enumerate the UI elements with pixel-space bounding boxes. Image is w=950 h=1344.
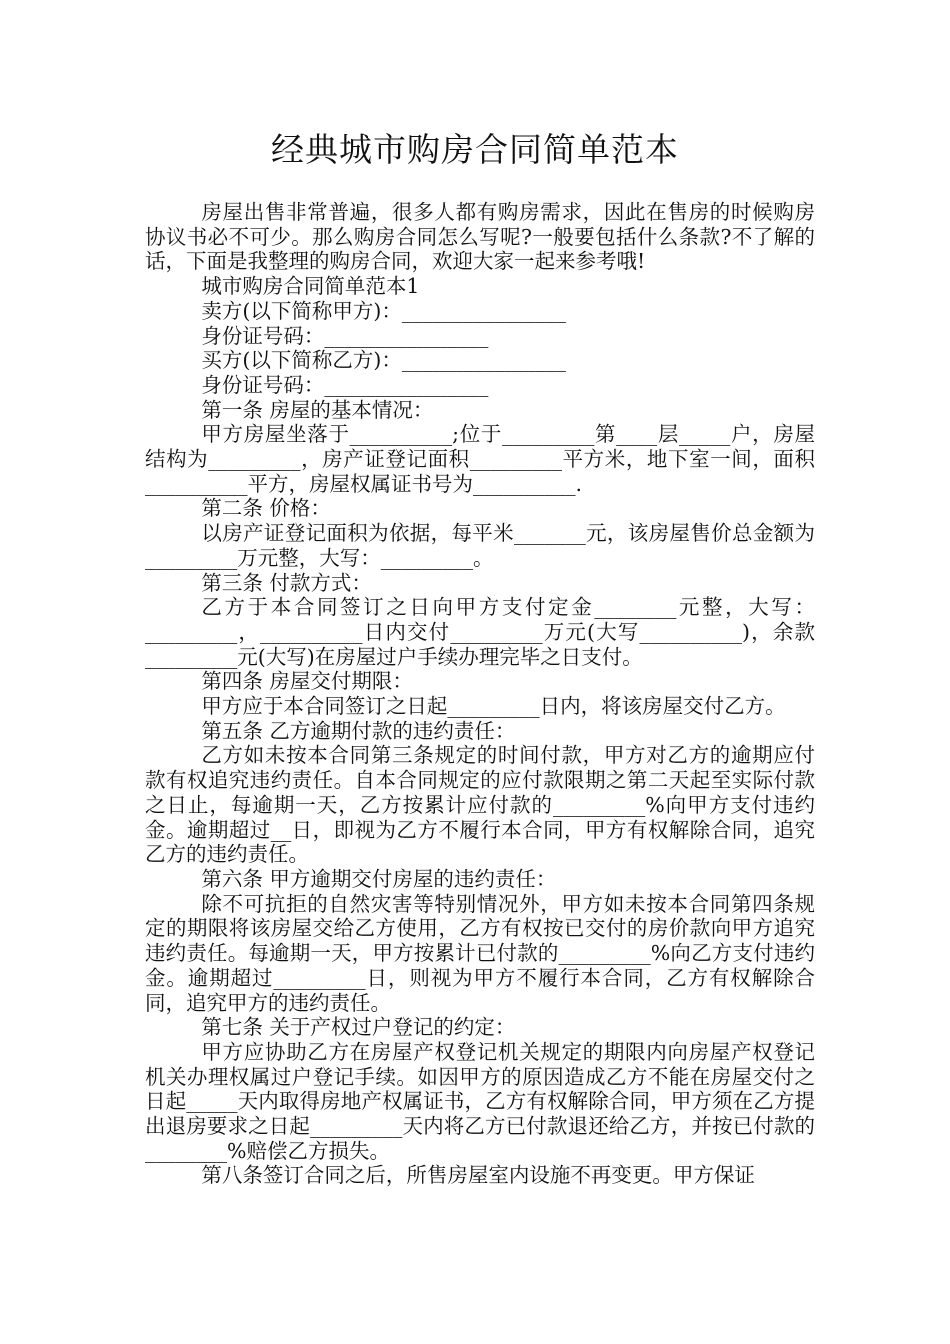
clause-5-heading: 第五条 乙方逾期付款的违约责任： <box>201 718 516 743</box>
clause-4-body: 甲方应于本合同签订之日起_________日内，将该房屋交付乙方。 <box>201 694 786 719</box>
paragraph-heading: 城市购房合同简单范本1 <box>201 274 420 299</box>
clause-2-heading: 第二条 价格： <box>201 496 331 521</box>
clause-1-body: 甲方房屋坐落于__________;位于_________第____层_____户，房屋结构为_________，房产证登记面积_________平方米，地下室一间，面积__________平方，房屋权属证书号为__________. <box>145 422 815 496</box>
paragraph-seller: 卖方(以下简称甲方)：________________ <box>201 298 566 323</box>
clause-3-body: 乙方于本合同签订之日向甲方支付定金________元整，大写：_________，__________日内交付_________万元(大写__________)，余款_________元(大写)在房屋过户手续办理完毕之日支付。 <box>145 595 815 669</box>
clause-4-heading: 第四条 房屋交付期限： <box>201 669 413 694</box>
paragraph-intro: 房屋出售非常普遍，很多人都有购房需求，因此在售房的时候购房协议书必不可少。那么购房合同怎么写呢?一般要包括什么条款?不了解的话，下面是我整理的购房合同，欢迎大家一起来参考哦! <box>145 200 815 274</box>
clause-6-body: 除不可抗拒的自然灾害等特别情况外，甲方如未按本合同第四条规定的期限将该房屋交给乙方使用，乙方有权按已交付的房价款向甲方追究违约责任。每逾期一天，甲方按累计已付款的_________%向乙方支付违约金。逾期超过_________日，则视为甲方不履行本合同，乙方有权解除合同，追究甲方的违约责任。 <box>145 891 815 1015</box>
clause-1-heading: 第一条 房屋的基本情况： <box>201 397 434 422</box>
clause-5-body: 乙方如未按本合同第三条规定的时间付款，甲方对乙方的逾期应付款有权追究违约责任。自本合同规定的应付款限期之第二天起至实际付款之日止，每逾期一天，乙方按累计应付款的_________%向甲方支付违约金。逾期超过__日，即视为乙方不履行本合同，甲方有权解除合同，追究乙方的违约责任。 <box>145 743 815 867</box>
clause-3-heading: 第三条 付款方式： <box>201 570 372 595</box>
paragraph-buyer-id: 身份证号码：________________ <box>201 372 489 397</box>
document-body <box>145 200 815 1188</box>
clause-8-body: 第八条签订合同之后，所售房屋室内设施不再变更。甲方保证 <box>201 1163 755 1188</box>
document-title: 经典城市购房合同简单范本 <box>271 130 679 169</box>
paragraph-seller-id: 身份证号码：________________ <box>201 323 489 348</box>
clause-7-heading: 第七条 关于产权过户登记的约定： <box>201 1015 516 1040</box>
clause-6-heading: 第六条 甲方逾期交付房屋的违约责任： <box>201 866 557 891</box>
paragraph-buyer: 买方(以下简称乙方)：________________ <box>201 348 566 373</box>
clause-7-body: 甲方应协助乙方在房屋产权登记机关规定的期限内向房屋产权登记机关办理权属过户登记手续。如因甲方的原因造成乙方不能在房屋交付之日起_____天内取得房地产权属证书，乙方有权解除合同，甲方须在乙方提出退房要求之日起_________天内将乙方已付款退还给乙方，并按已付款的________%赔偿乙方损失。 <box>145 1039 815 1163</box>
clause-2-body: 以房产证登记面积为依据，每平米_______元，该房屋售价总金额为_________万元整，大写：_________。 <box>145 521 815 570</box>
